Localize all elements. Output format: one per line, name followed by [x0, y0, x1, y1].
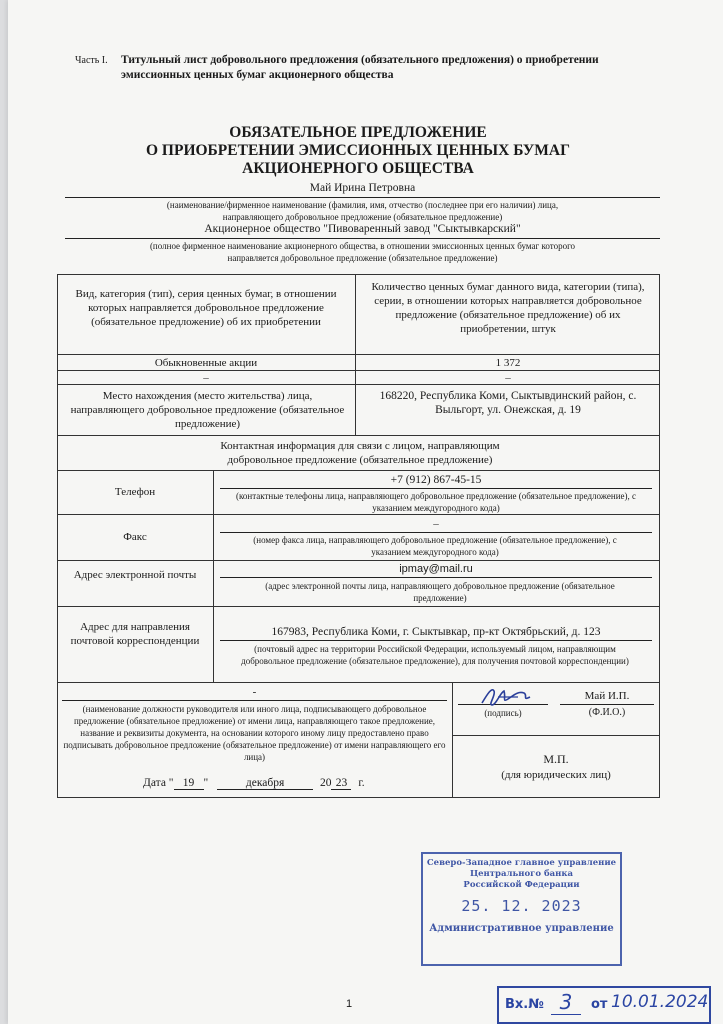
phone-value: +7 (912) 867-45-15	[390, 474, 482, 486]
part-title: Титульный лист добровольного предложения (обязательного предложения) о приобретении эмиссионных ценных бумаг акционерного общества	[121, 54, 599, 81]
email-value: ipmay@mail.ru	[399, 563, 473, 575]
mail-address-hint: (почтовый адрес на территории Российской Федерации, используемый лицом, направляющим добровольное предложение (обязательное предложение), для получения почтовой корреспонденции)	[241, 644, 629, 666]
stamp-date: 25. 12. 2023	[461, 897, 582, 915]
title-line-2: О ПРИОБРЕТЕНИИ ЭМИССИОННЫХ ЦЕННЫХ БУМАГ	[145, 142, 570, 159]
registration-date: 10.01.2024	[611, 992, 709, 1012]
date-label: Дата	[143, 777, 166, 789]
contact-header: Контактная информация для связи с лицом, направляющим добровольное предложение (обязательное предложение)	[220, 440, 500, 466]
date-year-prefix: 20	[319, 777, 332, 789]
email-label: Адрес электронной почты	[73, 569, 197, 581]
fio-value: Май И.П.	[584, 690, 630, 702]
email-hint: (адрес электронной почты лица, направляющего добровольное предложение (обязательное предложение)	[265, 581, 615, 603]
mail-address-label: Адрес для направления почтовой корреспонденции	[70, 621, 200, 647]
date-year: 23	[331, 777, 351, 790]
signer-position-hint: (наименование должности руководителя или иного лица, подписывающего добровольное предложение (обязательное предложение) от имени лица, направляющего такое предложение, название и реквизиты документа, на основании которого иному лицу предоставлено право подписывать добровольное предложение (обязательное предложение) от имени направляющего его лица)	[63, 704, 446, 762]
fax-label: Факс	[123, 531, 147, 543]
row1-quantity: 1 372	[495, 357, 521, 369]
row2-security-type: –	[203, 372, 209, 384]
location-label: Место нахождения (место жительства) лица, направляющего добровольное предложение (обязательное предложение)	[70, 390, 345, 430]
security-type-header: Вид, категория (тип), серия ценных бумаг, в отношении которых направляется добровольное предложение (обязательное предложение) об их приобретении	[75, 288, 337, 328]
fio-hint: (Ф.И.О.)	[588, 707, 626, 718]
row2-quantity: –	[505, 372, 511, 384]
date-day: 19	[174, 777, 204, 790]
fax-value: –	[433, 518, 439, 530]
company-hint: (полное фирменное наименование акционерного общества, в отношении эмиссионных ценных бумаг которого направляется добровольное предложение (обязательное предложение)	[149, 241, 576, 263]
incoming-registration-stamp	[497, 986, 711, 1024]
part-label: Часть I.	[75, 55, 108, 66]
phone-hint: (контактные телефоны лица, направляющего добровольное предложение (обязательное предложение), с указанием междугородного кода)	[235, 491, 637, 513]
date-month: декабря	[217, 777, 313, 790]
stamp-place-hint: (для юридических лиц)	[501, 769, 611, 781]
mail-address-value: 167983, Республика Коми, г. Сыктывкар, пр-кт Октябрьский, д. 123	[271, 626, 601, 638]
registration-number: 3	[551, 990, 581, 1015]
central-bank-stamp: Северо-Западное главное управление Центрального банка Российской Федерации 25. 12. 2023 Административное управление	[421, 852, 622, 966]
stamp-department: Административное управление	[429, 923, 614, 934]
location-value: 168220, Республика Коми, Сыктывдинский район, с. Выльгорт, ул. Онежская, д. 19	[379, 390, 637, 416]
fax-hint: (номер факса лица, направляющего добровольное предложение (обязательное предложение), с указанием междугородного кода)	[253, 535, 617, 557]
phone-label: Телефон	[114, 486, 156, 498]
offeror-hint: (наименование/фирменное наименование (фамилия, имя, отчество (последнее при его наличии) лица, направляющего добровольное предложение (обязательное предложение)	[166, 200, 559, 222]
date-year-suffix: г.	[358, 777, 365, 789]
offeror-name: Май Ирина Петровна	[309, 182, 416, 194]
signature-hint: (подпись)	[484, 708, 522, 718]
title-line-1: ОБЯЗАТЕЛЬНОЕ ПРЕДЛОЖЕНИЕ	[229, 124, 487, 141]
title-line-3: АКЦИОНЕРНОГО ОБЩЕСТВА	[242, 160, 474, 177]
document-title	[100, 124, 616, 178]
signer-position-value: -	[252, 686, 257, 698]
security-quantity-header: Количество ценных бумаг данного вида, категории (типа), серии, в отношении которых направляется добровольное предложение (обязательное предложение) об их приобретении, штук	[371, 281, 645, 335]
registration-prefix: Вх.№	[505, 997, 544, 1012]
stamp-place-label: М.П.	[543, 752, 569, 766]
row1-security-type: Обыкновенные акции	[154, 357, 258, 369]
registration-from-label: от	[591, 997, 608, 1012]
company-name: Акционерное общество "Пивоваренный завод "Сыктывкарский"	[204, 223, 521, 235]
page-number: 1	[346, 998, 353, 1010]
offer-date: Дата " 19 " декабря 20 23 г.	[143, 777, 365, 789]
page-left-edge	[0, 0, 8, 1024]
